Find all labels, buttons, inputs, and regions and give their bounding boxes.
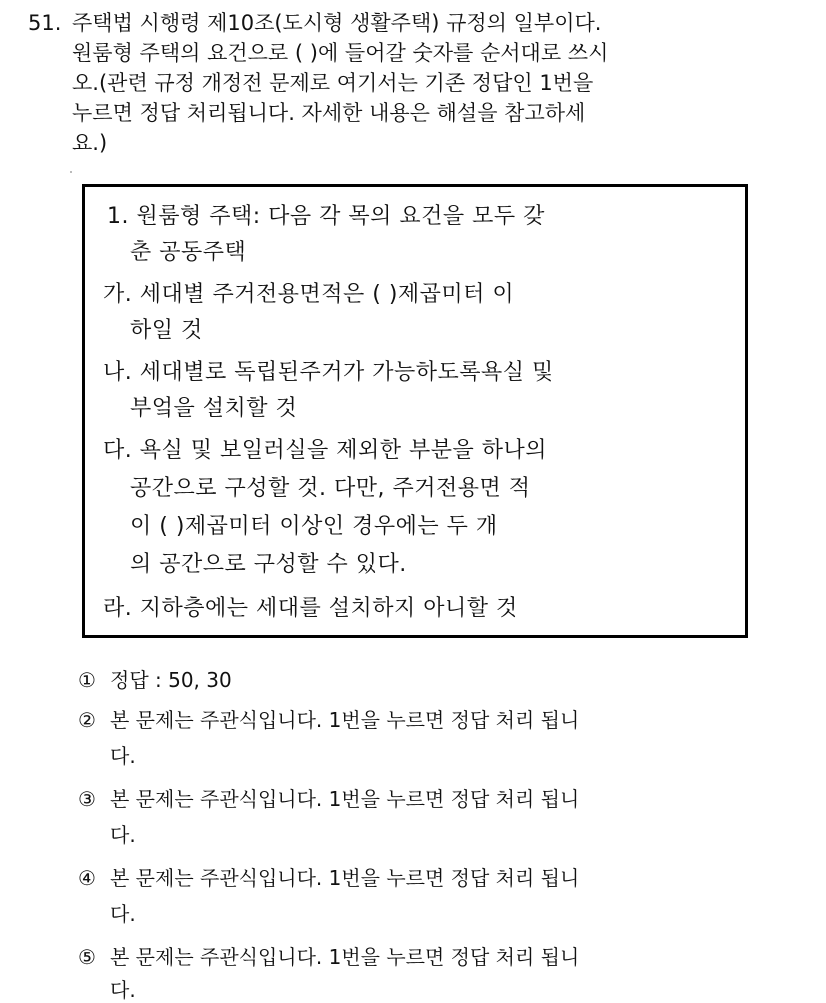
stray-mark bbox=[70, 171, 72, 173]
option-marker: ② bbox=[78, 708, 96, 732]
option-text: 본 문제는 주관식입니다. 1번을 누르면 정답 처리 됩니 bbox=[110, 866, 580, 890]
question-line: 누르면 정답 처리됩니다. 자세한 내용은 해설을 참고하세 bbox=[72, 101, 586, 125]
option-text-cont: 다. bbox=[110, 902, 136, 926]
option-text-cont: 다. bbox=[110, 823, 136, 847]
box-line: 공간으로 구성할 것. 다만, 주거전용면 적 bbox=[130, 476, 531, 501]
option-marker: ① bbox=[78, 668, 96, 692]
option-4[interactable] bbox=[78, 863, 579, 893]
question-number: 51. bbox=[28, 11, 62, 35]
question-line: 원룸형 주택의 요건으로 ( )에 들어갈 숫자를 순서대로 쓰시 bbox=[72, 41, 609, 65]
box-line: 라. 지하층에는 세대를 설치하지 아니할 것 bbox=[103, 596, 518, 621]
option-text: 본 문제는 주관식입니다. 1번을 누르면 정답 처리 됩니 bbox=[110, 787, 580, 811]
option-5[interactable] bbox=[78, 942, 579, 972]
option-2[interactable] bbox=[78, 705, 579, 735]
box-line: 가. 세대별 주거전용면적은 ( )제곱미터 이 bbox=[103, 282, 515, 307]
box-line: 나. 세대별로 독립된주거가 가능하도록욕실 및 bbox=[103, 360, 554, 385]
option-text-cont: 다. bbox=[110, 744, 136, 768]
option-1[interactable] bbox=[78, 665, 232, 695]
box-line: 다. 욕실 및 보일러실을 제외한 부분을 하나의 bbox=[103, 438, 547, 463]
option-text: 정답 : 50, 30 bbox=[110, 668, 232, 692]
box-line: 하일 것 bbox=[130, 318, 203, 343]
box-line: 1. 원룸형 주택: 다음 각 목의 요건을 모두 갖 bbox=[107, 204, 545, 229]
option-text-cont: 다. bbox=[110, 978, 136, 1002]
question-line: 주택법 시행령 제10조(도시형 생활주택) 규정의 일부이다. bbox=[72, 11, 602, 35]
box-line: 부엌을 설치할 것 bbox=[130, 396, 298, 421]
option-text: 본 문제는 주관식입니다. 1번을 누르면 정답 처리 됩니 bbox=[110, 945, 580, 969]
question-line: 오.(관련 규정 개정전 문제로 여기서는 기존 정답인 1번을 bbox=[72, 71, 594, 95]
option-text: 본 문제는 주관식입니다. 1번을 누르면 정답 처리 됩니 bbox=[110, 708, 580, 732]
box-line: 이 ( )제곱미터 이상인 경우에는 두 개 bbox=[130, 514, 498, 539]
box-line: 의 공간으로 구성할 수 있다. bbox=[130, 552, 407, 577]
regulation-excerpt-box bbox=[82, 184, 748, 638]
option-marker: ⑤ bbox=[78, 945, 96, 969]
option-3[interactable] bbox=[78, 784, 579, 814]
box-line: 춘 공동주택 bbox=[130, 240, 247, 265]
option-marker: ③ bbox=[78, 787, 96, 811]
question-line: 요.) bbox=[72, 131, 108, 155]
option-marker: ④ bbox=[78, 866, 96, 890]
